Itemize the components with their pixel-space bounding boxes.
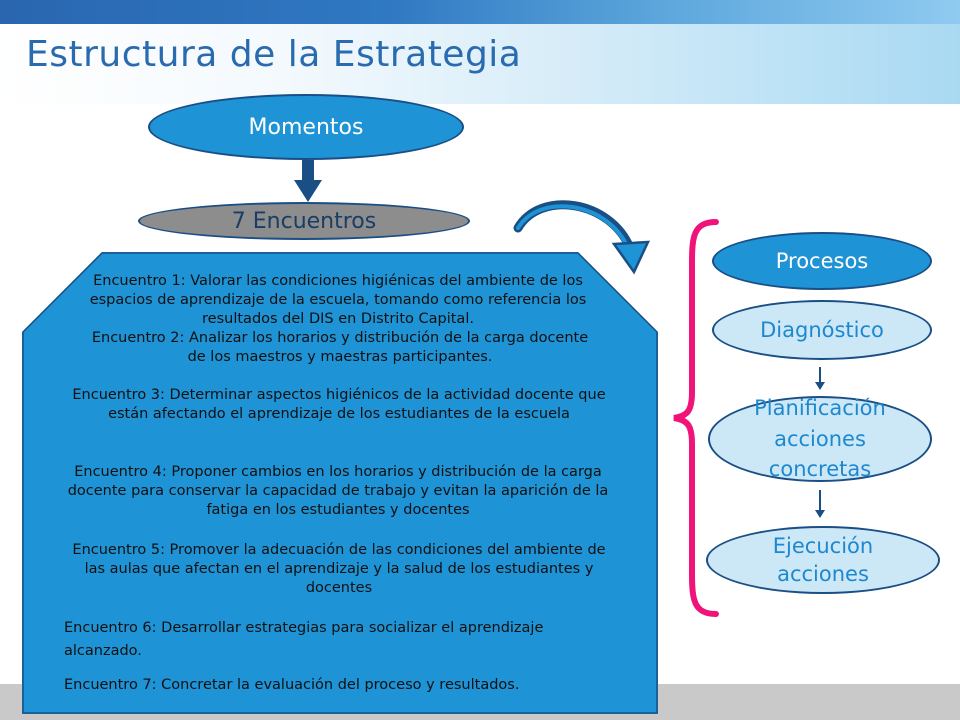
encuentro-4: Encuentro 4: Proponer cambios en los horarios y distribución de la carga docente para conservar la capacidad de trabajo y evitan la aparición de la fatiga en los estudiantes y docentes <box>67 464 609 518</box>
diagnostico-oval <box>712 300 932 360</box>
encuentro-2: Encuentro 2: Analizar los horarios y distribución de la carga docente de los maestros y maestras participantes. <box>91 330 589 365</box>
encuentros-header-label: 7 Encuentros <box>231 208 377 234</box>
encuentro-3: Encuentro 3: Determinar aspectos higiénicos de la actividad docente que están afectando el aprendizaje de los estudiantes de la escuela <box>72 387 606 422</box>
encuentro-6: Encuentro 6: Desarrollar estrategias para socializar el aprendizaje alcanzado. <box>64 620 544 659</box>
diagnostico-label: Diagnóstico <box>760 318 884 342</box>
ejecucion-label: Ejecución acciones <box>772 533 874 586</box>
slide-title: Estructura de la Estrategia <box>26 34 522 75</box>
procesos-oval <box>712 232 932 290</box>
encuentro-5: Encuentro 5: Promover la adecuación de las condiciones del ambiente de las aulas que afectan en el aprendizaje y la salud de los estudiantes y docentes <box>72 542 606 596</box>
ejecucion-oval <box>706 526 940 594</box>
momentos-label: Momentos <box>248 114 364 140</box>
procesos-label: Procesos <box>775 249 869 273</box>
encuentro-1: Encuentro 1: Valorar las condiciones higiénicas del ambiente de los espacios de aprendizaje de la escuela, tomando como referencia los resultados del DIS en Distrito Capital. <box>89 273 587 327</box>
encuentro-7: Encuentro 7: Concretar la evaluación del proceso y resultados. <box>64 677 520 693</box>
planificacion-label: Planificación acciones concretas <box>754 396 886 482</box>
planificacion-oval <box>708 396 932 482</box>
